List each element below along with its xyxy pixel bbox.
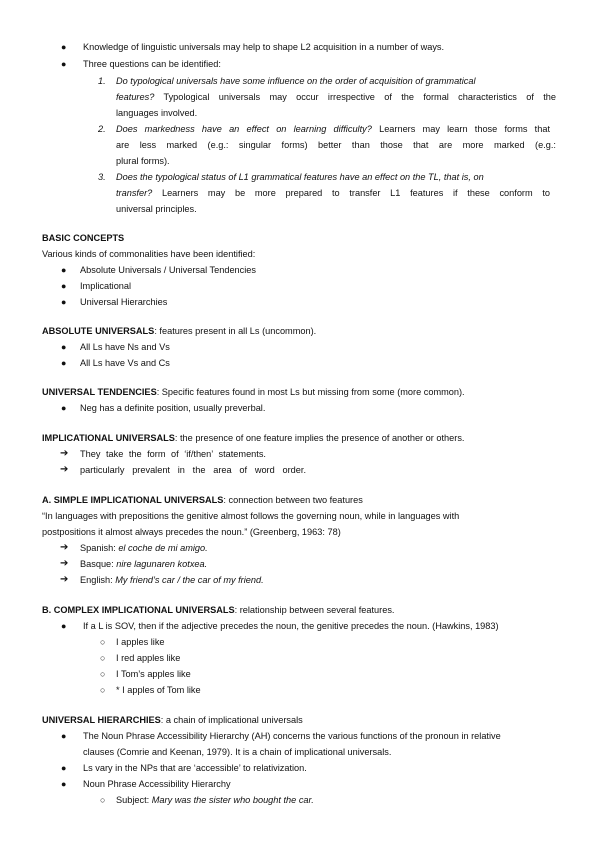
implicational-universals-desc: : the presence of one feature implies the presence of another or others. <box>174 433 465 443</box>
question-1-line-1: Do typological universals have some influence on the order of acquisition of grammatical <box>116 76 476 86</box>
bullet-icon: ● <box>61 59 67 69</box>
absolute-universals-desc: : features present in all Ls (uncommon). <box>154 326 317 336</box>
complex-implicational-desc: : relationship between several features. <box>234 605 395 615</box>
simple-implicational-line <box>42 494 363 506</box>
absolute-item-1: All Ls have Ns and Vs <box>80 342 170 352</box>
question-2-line-3: plural forms). <box>116 156 170 166</box>
example-basque-label: Basque: <box>80 559 117 569</box>
example-basque <box>80 558 207 570</box>
bullet-icon: ● <box>61 403 67 413</box>
question-3-line-2 <box>116 187 550 199</box>
question-3-line-3: universal principles. <box>116 204 197 214</box>
absolute-universals-heading: ABSOLUTE UNIVERSALS <box>42 326 155 336</box>
bullet-icon: ● <box>61 281 67 291</box>
question-1-italic: features? <box>116 92 155 102</box>
arrow-icon: ➔ <box>60 542 69 553</box>
bullet-icon: ● <box>61 779 67 789</box>
universal-hierarchies-line <box>42 714 303 726</box>
arrow-icon: ➔ <box>60 574 69 585</box>
basic-concepts-heading: BASIC CONCEPTS <box>42 233 125 243</box>
universal-tendencies-heading: UNIVERSAL TENDENCIES <box>42 387 157 397</box>
universal-hierarchies-desc: : a chain of implicational universals <box>160 715 303 725</box>
implicational-universals-heading: IMPLICATIONAL UNIVERSALS <box>42 433 175 443</box>
hierarchies-item-2: Ls vary in the NPs that are ‘accessible’ to relativization. <box>83 763 307 773</box>
greenberg-quote-line-2: postpositions it almost always precedes the noun.” (Greenberg, 1963: 78) <box>42 527 341 537</box>
arrow-icon: ➔ <box>60 448 69 459</box>
greenberg-quote-line-1: “In languages with prepositions the genitive almost follows the governing noun, while in languages with <box>42 511 460 521</box>
basic-item-2: Implicational <box>80 281 132 291</box>
universal-tendencies-desc: : Specific features found in most Ls but missing from some (more common). <box>156 387 465 397</box>
bullet-icon: ● <box>61 342 67 352</box>
circle-bullet-icon: ○ <box>100 669 106 679</box>
intro-bullet-2: Three questions can be identified: <box>83 59 221 69</box>
complex-sub-3: I Tom’s apples like <box>116 669 191 679</box>
complex-implicational-line <box>42 604 394 616</box>
complex-sub-4: * I apples of Tom like <box>116 685 201 695</box>
basic-item-1: Absolute Universals / Universal Tendencies <box>80 265 257 275</box>
arrow-icon: ➔ <box>60 558 69 569</box>
question-2-italic: Does markedness have an effect on learning difficulty? <box>116 124 372 134</box>
question-1-line-3: languages involved. <box>116 108 198 118</box>
basic-item-3: Universal Hierarchies <box>80 297 168 307</box>
example-english-label: English: <box>80 575 116 585</box>
circle-bullet-icon: ○ <box>100 637 106 647</box>
question-3-line-1: Does the typological status of L1 grammatical features have an effect on the TL, that is, on <box>116 172 484 182</box>
complex-sub-2: I red apples like <box>116 653 181 663</box>
simple-implicational-desc: : connection between two features <box>223 495 363 505</box>
complex-implicational-heading: B. COMPLEX IMPLICATIONAL UNIVERSALS <box>42 605 235 615</box>
question-3-italic: transfer? <box>116 188 153 198</box>
circle-bullet-icon: ○ <box>100 685 106 695</box>
question-2-rest: Learners may learn those forms that <box>371 124 550 134</box>
hierarchies-item-3: Noun Phrase Accessibility Hierarchy <box>83 779 231 789</box>
complex-sub-1: I apples like <box>116 637 165 647</box>
basic-concepts-intro: Various kinds of commonalities have been identified: <box>42 249 256 259</box>
example-spanish <box>80 542 208 554</box>
implicational-item-2: particularly prevalent in the area of word order. <box>80 465 306 475</box>
intro-bullet-1: Knowledge of linguistic universals may help to shape L2 acquisition in a number of ways. <box>83 42 445 52</box>
subject-example: Mary was the sister who bought the car. <box>151 795 314 805</box>
universal-tendencies-line <box>42 386 465 398</box>
tendencies-item-1: Neg has a definite position, usually preverbal. <box>80 403 266 413</box>
hierarchies-item-1-line-1: The Noun Phrase Accessibility Hierarchy (AH) concerns the various functions of the pronoun in relative <box>83 731 501 741</box>
implicational-item-1: They take the form of ‘if/then’ statements. <box>80 449 266 459</box>
question-1-line-2 <box>116 91 556 103</box>
question-2-line-1 <box>116 123 550 135</box>
hierarchies-sub-subject <box>116 794 314 806</box>
question-2-line-2: are less marked (e.g.: singular forms) better than those that are more marked (e.g.: <box>116 140 556 150</box>
bullet-icon: ● <box>61 358 67 368</box>
bullet-icon: ● <box>61 42 67 52</box>
example-english-text: My friend’s car / the car of my friend. <box>115 575 264 585</box>
arrow-icon: ➔ <box>60 464 69 475</box>
example-spanish-text: el coche de mi amigo. <box>118 543 208 553</box>
example-spanish-label: Spanish: <box>80 543 119 553</box>
question-1-number: 1. <box>98 76 106 86</box>
implicational-universals-line <box>42 432 464 444</box>
example-english <box>80 574 264 586</box>
circle-bullet-icon: ○ <box>100 653 106 663</box>
absolute-universals-line <box>42 325 316 337</box>
universal-hierarchies-heading: UNIVERSAL HIERARCHIES <box>42 715 161 725</box>
question-2-number: 2. <box>98 124 106 134</box>
absolute-item-2: All Ls have Vs and Cs <box>80 358 170 368</box>
question-3-rest: Learners may be more prepared to transfer L1 features if these conform to <box>152 188 550 198</box>
bullet-icon: ● <box>61 731 67 741</box>
bullet-icon: ● <box>61 621 67 631</box>
bullet-icon: ● <box>61 265 67 275</box>
hierarchies-item-1-line-2: clauses (Comrie and Keenan, 1979). It is a chain of implicational universals. <box>83 747 392 757</box>
bullet-icon: ● <box>61 297 67 307</box>
complex-item: If a L is SOV, then if the adjective precedes the noun, the genitive precedes the noun. (Hawkins, 1983) <box>83 621 499 631</box>
subject-label: Subject: <box>116 795 152 805</box>
example-basque-text: nire lagunaren kotxea. <box>116 559 208 569</box>
circle-bullet-icon: ○ <box>100 795 106 805</box>
bullet-icon: ● <box>61 763 67 773</box>
question-3-number: 3. <box>98 172 106 182</box>
question-1-rest: Typological universals may occur irrespective of the formal characteristics of the <box>154 92 556 102</box>
simple-implicational-heading: A. SIMPLE IMPLICATIONAL UNIVERSALS <box>42 495 224 505</box>
